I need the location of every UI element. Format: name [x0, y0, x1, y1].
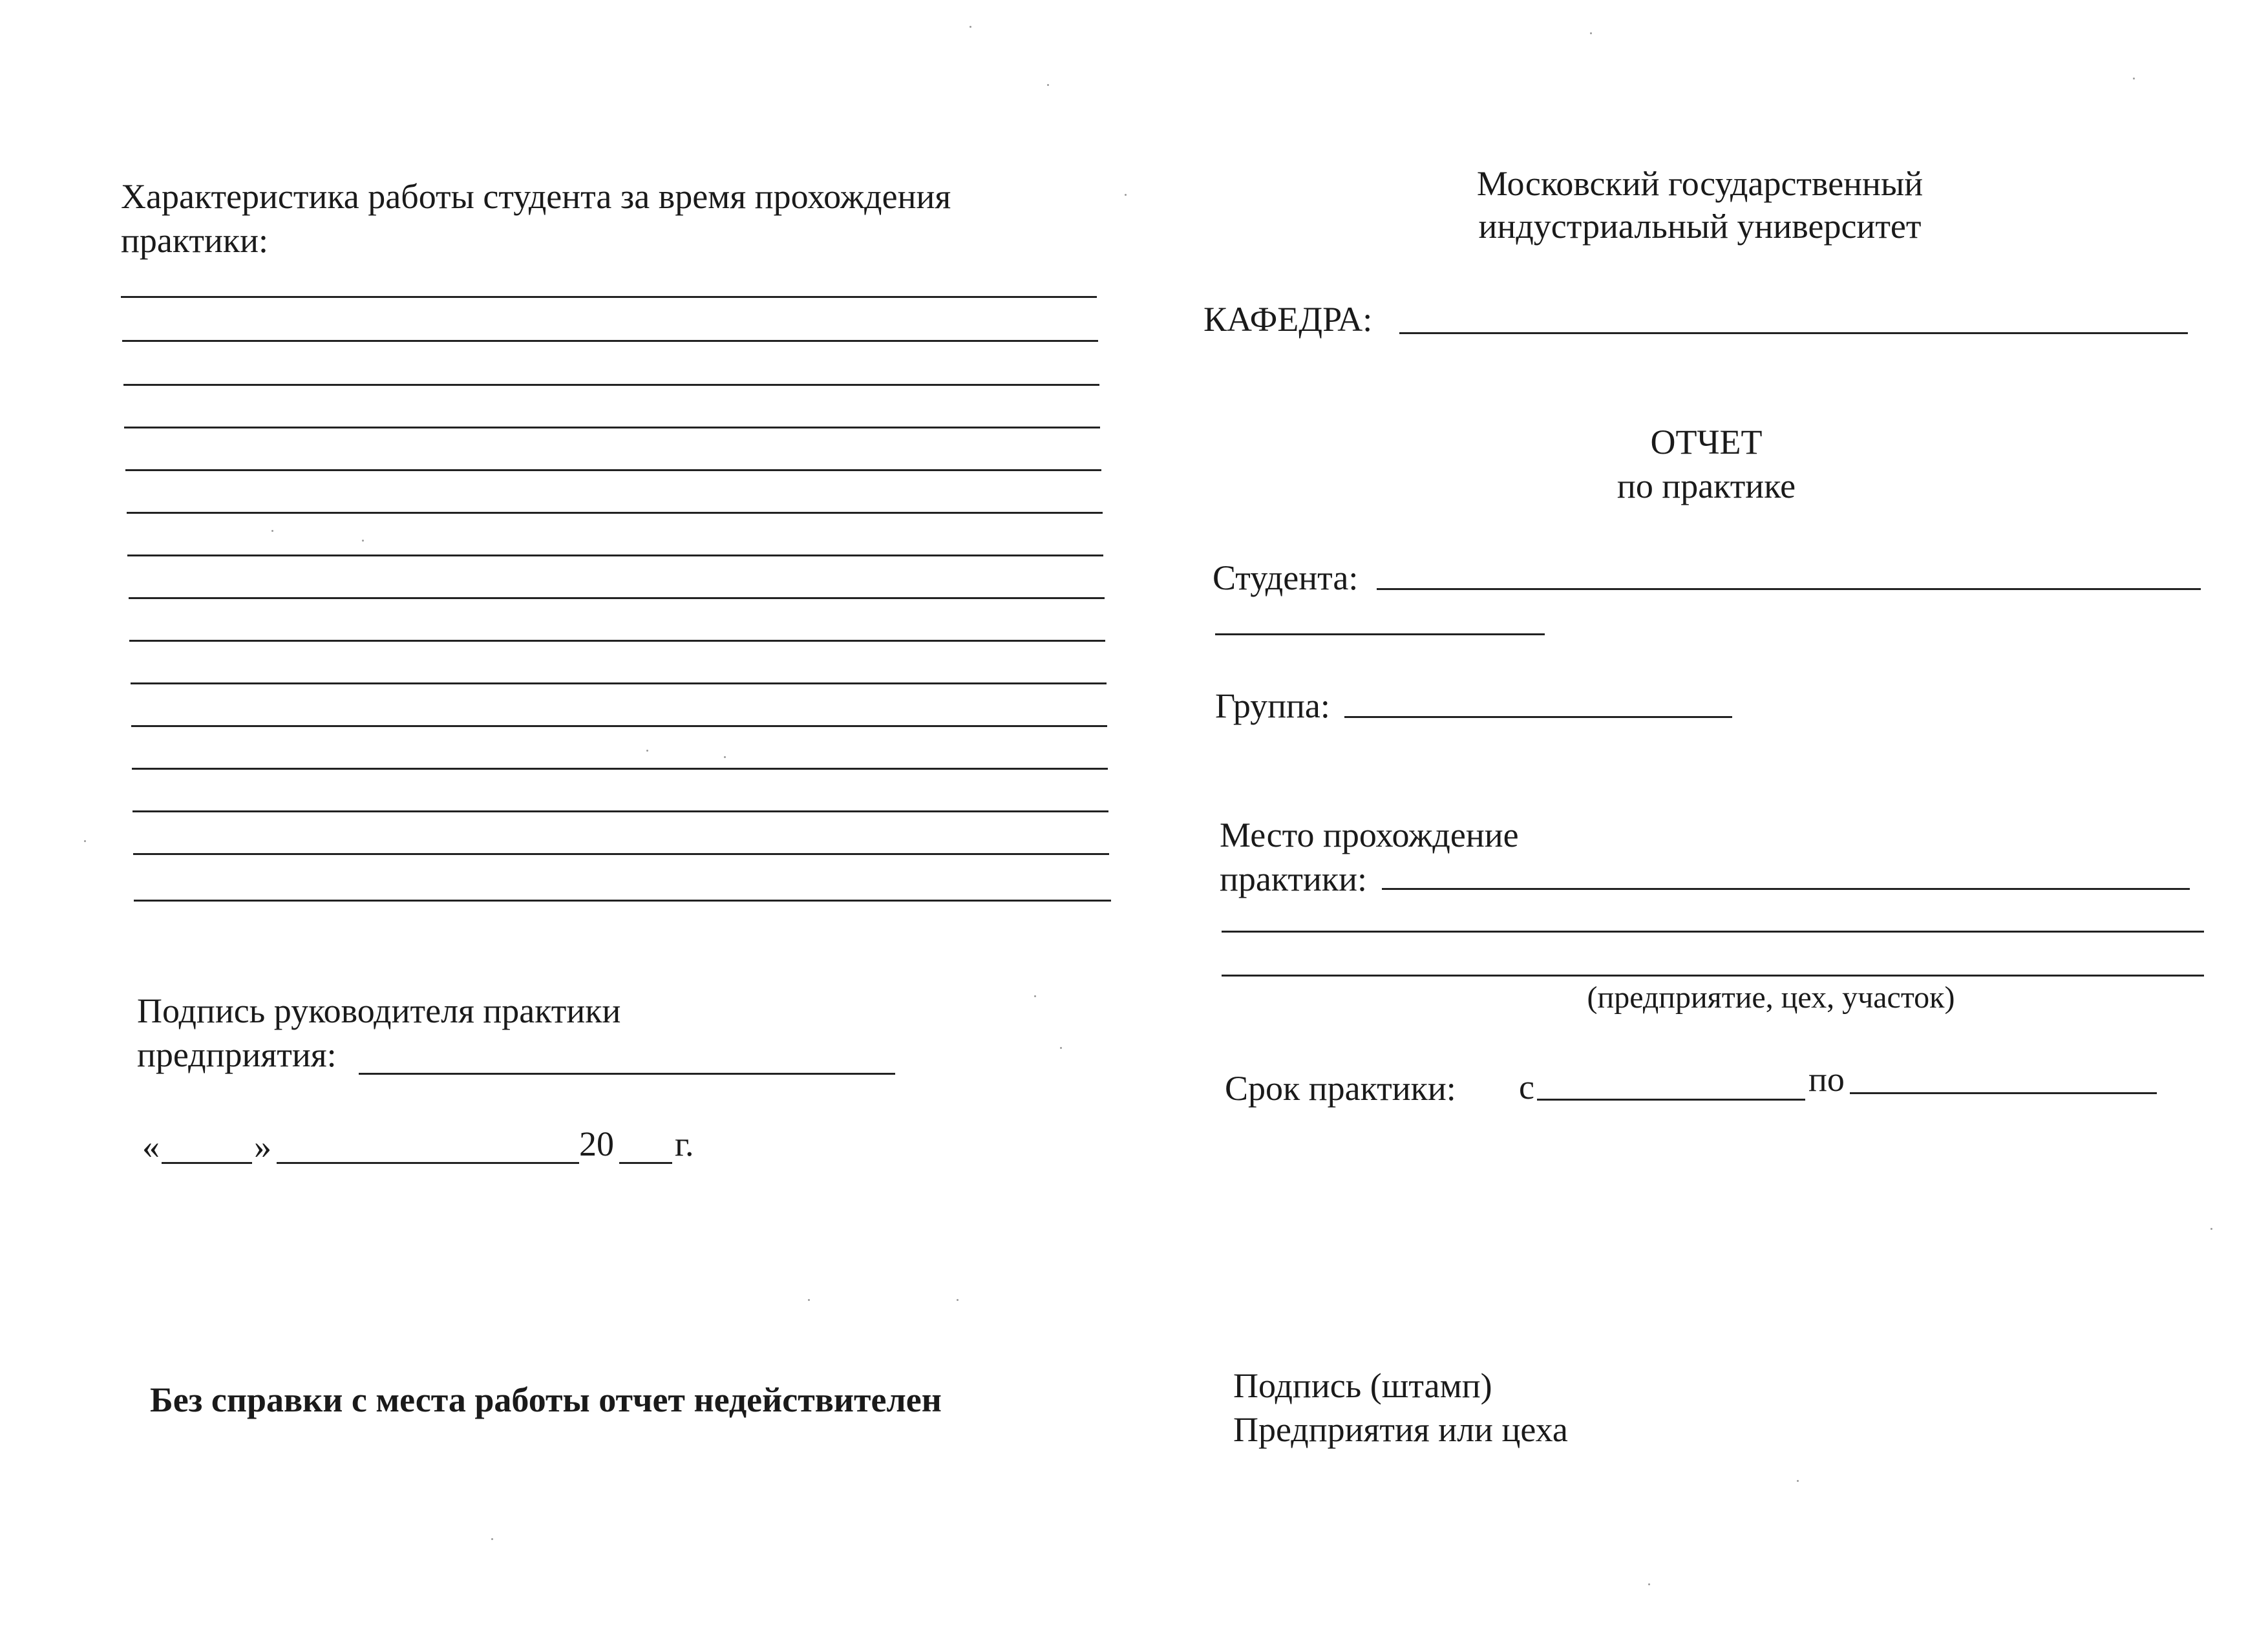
characteristic-line[interactable] — [132, 810, 1108, 812]
characteristic-line[interactable] — [127, 512, 1103, 514]
place-hint: (предприятие, цех, участок) — [1587, 980, 1955, 1015]
report-subtitle: по практике — [1616, 467, 1796, 505]
place-label-line2: практики: — [1220, 860, 1368, 898]
date-open-quote: « — [142, 1127, 160, 1166]
date-month-field[interactable] — [277, 1162, 579, 1164]
report-title: ОТЧЕТ — [1650, 423, 1763, 461]
place-label-line1: Место прохождение — [1220, 816, 1519, 854]
university-name-line2: индустриальный университет — [1478, 207, 1922, 246]
supervisor-signature-label-line1: Подпись руководителя практики — [137, 991, 621, 1030]
characteristic-heading-line1: Характеристика работы студента за время прохождения — [121, 177, 951, 216]
term-label: Срок практики: — [1225, 1069, 1456, 1108]
place-field[interactable] — [1382, 888, 2190, 890]
stamp-label-line1: Подпись (штамп) — [1233, 1366, 1492, 1405]
student-label: Студента: — [1213, 558, 1359, 597]
characteristic-line[interactable] — [125, 469, 1101, 471]
student-field-continued[interactable] — [1215, 633, 1545, 635]
characteristic-line[interactable] — [134, 900, 1111, 902]
supervisor-signature-field[interactable] — [359, 1073, 895, 1075]
date-year-prefix: 20 — [579, 1125, 614, 1163]
department-label: КАФЕДРА: — [1203, 300, 1373, 339]
term-to-label: по — [1808, 1060, 1845, 1099]
date-year-field[interactable] — [619, 1162, 672, 1164]
department-field[interactable] — [1399, 332, 2188, 334]
place-field-line2[interactable] — [1222, 931, 2204, 933]
characteristic-line[interactable] — [129, 640, 1105, 642]
characteristic-line[interactable] — [131, 682, 1107, 684]
date-day-field[interactable] — [162, 1162, 252, 1164]
characteristic-heading-line2: практики: — [121, 221, 269, 260]
characteristic-line[interactable] — [124, 427, 1100, 428]
group-field[interactable] — [1344, 716, 1732, 718]
university-name-line1: Московский государственный — [1476, 164, 1924, 203]
characteristic-line[interactable] — [133, 853, 1109, 855]
term-to-field[interactable] — [1850, 1092, 2157, 1094]
stamp-label-line2: Предприятия или цеха — [1233, 1410, 1568, 1449]
term-from-label: с — [1519, 1068, 1534, 1106]
supervisor-signature-label-line2: предприятия: — [137, 1035, 337, 1074]
group-label: Группа: — [1215, 686, 1330, 725]
characteristic-line[interactable] — [123, 384, 1099, 386]
date-year-suffix: г. — [675, 1125, 694, 1163]
characteristic-line[interactable] — [121, 296, 1097, 298]
characteristic-line[interactable] — [122, 340, 1098, 342]
student-field[interactable] — [1377, 588, 2201, 590]
characteristic-line[interactable] — [127, 555, 1103, 556]
date-close-quote: » — [254, 1127, 271, 1166]
characteristic-line[interactable] — [129, 597, 1105, 599]
characteristic-line[interactable] — [132, 768, 1108, 770]
characteristic-line[interactable] — [131, 725, 1107, 727]
term-from-field[interactable] — [1537, 1099, 1805, 1101]
invalid-notice: Без справки с места работы отчет недействителен — [150, 1380, 942, 1419]
